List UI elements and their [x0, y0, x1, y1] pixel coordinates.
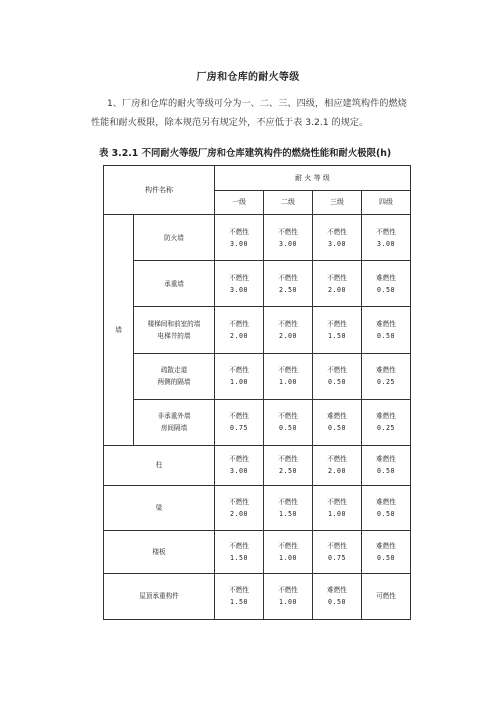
grade-cell	[362, 215, 411, 261]
grade-cell	[362, 445, 411, 485]
fire-resistance-hours: 3.00	[279, 239, 297, 248]
header-component-name: 构件名称	[104, 166, 215, 215]
fire-resistance-hours: 0.50	[377, 509, 395, 518]
component-label: 楼梯间和前室的墙 电梯井的墙	[134, 307, 215, 353]
grade-cell	[313, 485, 362, 530]
combustibility-text: 不燃性	[229, 227, 249, 236]
component-label: 疏散走道 两侧的隔墙	[134, 353, 215, 399]
fire-resistance-hours: 0.50	[328, 424, 346, 433]
combustibility-text: 难燃性	[376, 541, 396, 550]
table-row	[104, 353, 411, 399]
combustibility-text: 不燃性	[229, 541, 249, 550]
grade-cell	[362, 353, 411, 399]
table-row	[104, 261, 411, 307]
combustibility-text: 难燃性	[376, 455, 396, 464]
grade-cell	[362, 573, 411, 619]
component-label: 承重墙	[134, 261, 215, 307]
combustibility-text: 不燃性	[327, 366, 347, 375]
table-row	[104, 445, 411, 485]
grade-cell	[215, 307, 264, 353]
combustibility-text: 不燃性	[278, 497, 298, 506]
fire-resistance-hours: 0.50	[377, 285, 395, 294]
component-label: 防火墙	[134, 215, 215, 261]
combustibility-text: 不燃性	[229, 412, 249, 421]
fire-resistance-hours: 0.50	[377, 553, 395, 562]
grade-cell	[264, 445, 313, 485]
combustibility-text: 不燃性	[278, 273, 298, 282]
fire-resistance-hours: 1.50	[230, 553, 248, 562]
fire-resistance-hours: 1.00	[279, 598, 297, 607]
fire-resistance-hours: 0.75	[328, 553, 346, 562]
combustibility-text: 不燃性	[278, 366, 298, 375]
combustibility-text: 不燃性	[278, 455, 298, 464]
header-fire-grade: 耐 火 等 级	[215, 166, 411, 191]
grade-cell	[362, 399, 411, 445]
document-title: 厂房和仓库的耐火等级	[196, 72, 300, 83]
combustibility-text: 难燃性	[376, 366, 396, 375]
fire-resistance-hours: 2.00	[230, 509, 248, 518]
combustibility-text: 可燃性	[376, 592, 396, 601]
grade-cell	[215, 261, 264, 307]
grade-cell	[264, 573, 313, 619]
component-label: 屋顶承重构件	[104, 573, 215, 619]
combustibility-text: 不燃性	[229, 586, 249, 595]
fire-resistance-hours: 0.50	[279, 424, 297, 433]
combustibility-text: 不燃性	[327, 273, 347, 282]
grade-cell	[264, 261, 313, 307]
fire-resistance-hours: 0.50	[328, 378, 346, 387]
combustibility-text: 难燃性	[376, 412, 396, 421]
fire-resistance-hours: 1.00	[328, 509, 346, 518]
grade-header: 四级	[362, 190, 411, 215]
fire-resistance-hours: 0.25	[377, 424, 395, 433]
component-label: 楼板	[104, 530, 215, 573]
table-row	[104, 399, 411, 445]
table-row	[104, 573, 411, 619]
grade-cell	[362, 485, 411, 530]
grade-header: 三级	[313, 190, 362, 215]
grade-cell	[313, 530, 362, 573]
combustibility-text: 不燃性	[327, 319, 347, 328]
combustibility-text: 难燃性	[376, 497, 396, 506]
component-label: 梁	[104, 485, 215, 530]
component-label: 非承重外墙 房间隔墙	[134, 399, 215, 445]
fire-resistance-hours: 2.00	[328, 467, 346, 476]
grade-cell	[362, 307, 411, 353]
fire-resistance-hours: 1.00	[230, 378, 248, 387]
grade-cell	[313, 353, 362, 399]
grade-cell	[313, 399, 362, 445]
combustibility-text: 不燃性	[229, 366, 249, 375]
combustibility-text: 难燃性	[327, 412, 347, 421]
grade-cell	[264, 353, 313, 399]
combustibility-text: 不燃性	[327, 455, 347, 464]
fire-resistance-hours: 0.25	[377, 378, 395, 387]
grade-cell	[313, 307, 362, 353]
combustibility-text: 难燃性	[376, 319, 396, 328]
fire-resistance-hours: 1.00	[279, 378, 297, 387]
grade-cell	[313, 573, 362, 619]
combustibility-text: 不燃性	[327, 541, 347, 550]
combustibility-text: 难燃性	[327, 586, 347, 595]
combustibility-text: 不燃性	[376, 227, 396, 236]
fire-resistance-hours: 0.75	[230, 424, 248, 433]
grade-cell	[264, 399, 313, 445]
table-row	[104, 530, 411, 573]
grade-cell	[215, 573, 264, 619]
combustibility-text: 不燃性	[229, 319, 249, 328]
fire-resistance-hours: 3.00	[230, 239, 248, 248]
fire-resistance-hours: 0.50	[377, 331, 395, 340]
combustibility-text: 不燃性	[229, 273, 249, 282]
grade-cell	[215, 530, 264, 573]
combustibility-text: 不燃性	[229, 497, 249, 506]
grade-cell	[313, 261, 362, 307]
fire-resistance-hours: 2.50	[279, 467, 297, 476]
fire-resistance-hours: 3.00	[230, 285, 248, 294]
grade-header: 一级	[215, 190, 264, 215]
grade-cell	[264, 485, 313, 530]
combustibility-text: 不燃性	[278, 227, 298, 236]
fire-resistance-hours: 2.00	[328, 285, 346, 294]
fire-resistance-hours: 3.00	[377, 239, 395, 248]
component-label: 柱	[104, 445, 215, 485]
grade-cell	[264, 307, 313, 353]
combustibility-text: 不燃性	[327, 227, 347, 236]
grade-cell	[215, 215, 264, 261]
fire-resistance-hours: 2.00	[279, 331, 297, 340]
combustibility-text: 不燃性	[278, 319, 298, 328]
grade-cell	[313, 445, 362, 485]
fire-resistance-hours: 3.00	[328, 239, 346, 248]
combustibility-text: 不燃性	[278, 412, 298, 421]
fire-resistance-hours: 0.50	[377, 467, 395, 476]
combustibility-text: 不燃性	[229, 455, 249, 464]
grade-cell	[215, 485, 264, 530]
fire-resistance-table	[103, 165, 411, 620]
table-row	[104, 215, 411, 261]
fire-resistance-hours: 2.00	[230, 331, 248, 340]
grade-cell	[313, 215, 362, 261]
grade-cell	[264, 530, 313, 573]
grade-cell	[215, 353, 264, 399]
fire-resistance-table-wrapper	[103, 165, 410, 620]
fire-resistance-hours: 1.50	[230, 598, 248, 607]
fire-resistance-hours: 1.00	[279, 553, 297, 562]
grade-cell	[362, 261, 411, 307]
combustibility-text: 不燃性	[327, 497, 347, 506]
grade-cell	[215, 445, 264, 485]
fire-resistance-hours: 2.50	[279, 285, 297, 294]
grade-cell	[362, 530, 411, 573]
intro-paragraph: 1、厂房和仓库的耐火等级可分为一、二、三、四级，相应建筑构件的燃烧性能和耐火极限，除本规范另有规定外，不应低于表 3.2.1 的规定。	[91, 98, 407, 128]
combustibility-text: 难燃性	[376, 273, 396, 282]
fire-resistance-hours: 1.50	[328, 331, 346, 340]
grade-cell	[264, 215, 313, 261]
grade-header: 二级	[264, 190, 313, 215]
wall-group-label: 墙	[104, 215, 134, 446]
fire-resistance-hours: 0.50	[328, 598, 346, 607]
table-row	[104, 485, 411, 530]
grade-cell	[215, 399, 264, 445]
table-caption: 表 3.2.1 不同耐火等级厂房和仓库建筑构件的燃烧性能和耐火极限(h)	[99, 148, 392, 159]
combustibility-text: 不燃性	[278, 541, 298, 550]
combustibility-text: 不燃性	[278, 586, 298, 595]
fire-resistance-hours: 3.00	[230, 467, 248, 476]
fire-resistance-hours: 1.50	[279, 509, 297, 518]
table-row	[104, 307, 411, 353]
